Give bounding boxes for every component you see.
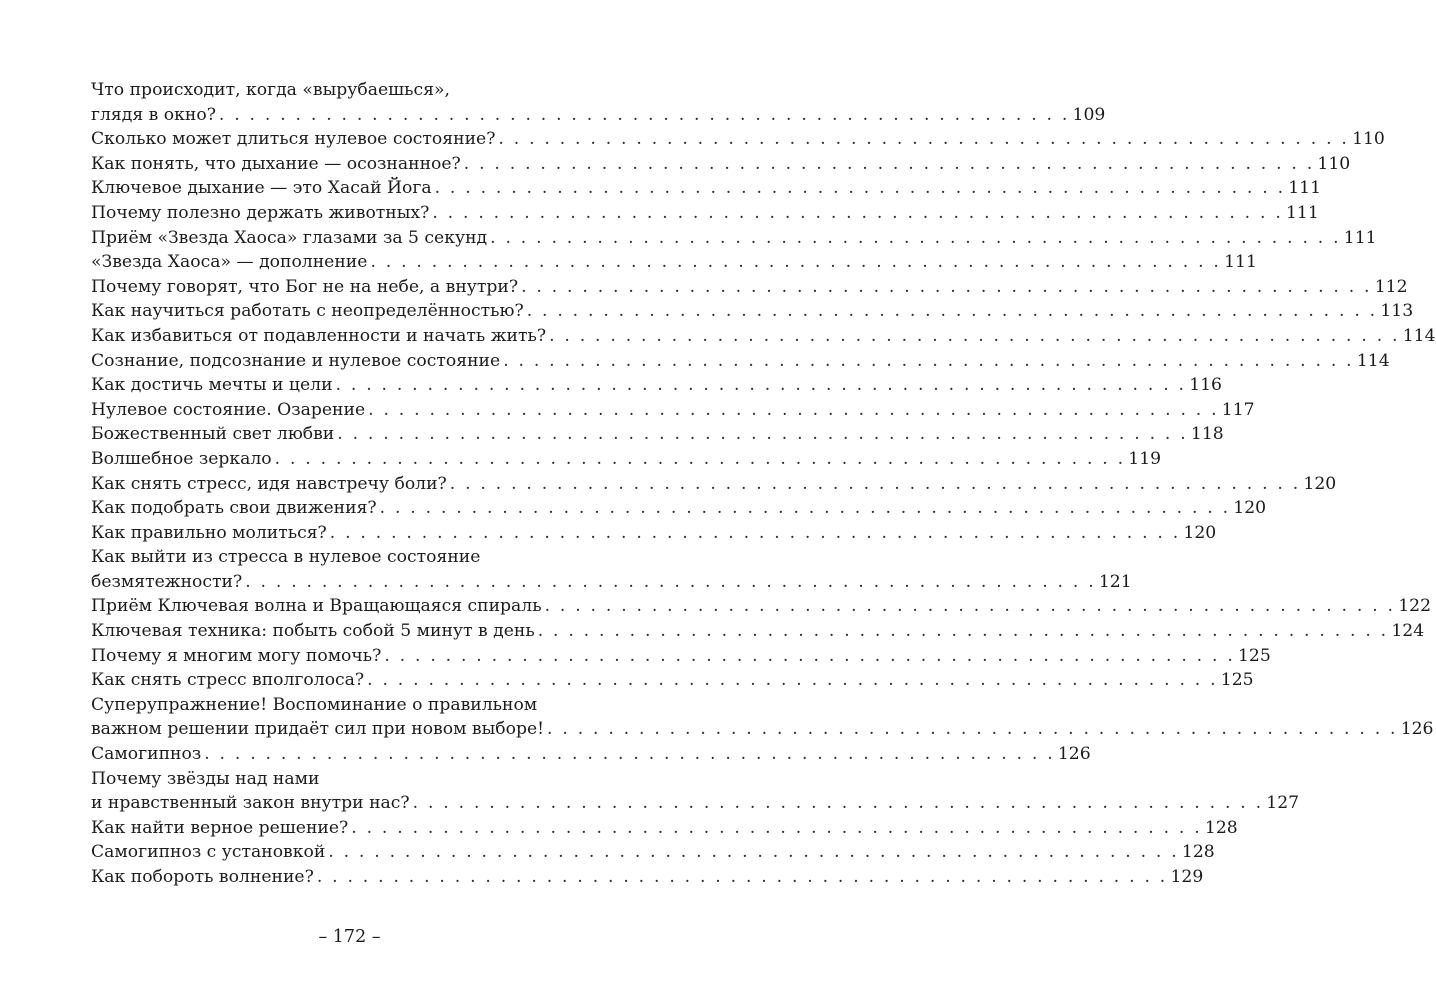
toc-entry — [91, 619, 1425, 644]
dot-leader: . . . . . . . . . . . . . . . . . . . . . . . . . . . . . . . . . . . . . . . . . . . . . . . . . . . . . . . . — [490, 227, 1341, 248]
dot-leader: . . . . . . . . . . . . . . . . . . . . . . . . . . . . . . . . . . . . . . . . . . . . . . . . . . . . . . . . — [498, 129, 1350, 150]
toc-entry-line — [91, 594, 1432, 619]
toc-entry — [91, 324, 1436, 349]
toc-entry — [91, 668, 1254, 693]
toc-entry-line — [91, 644, 1271, 669]
toc-entry-title: Нулевое состояние. Озарение — [91, 399, 366, 420]
toc-entry-title: Почему говорят, что Бог не на небе, а внутри? — [91, 276, 519, 297]
toc-entry — [91, 176, 1322, 201]
toc-entry-line — [91, 742, 1091, 767]
toc-page-number: 125 — [1220, 670, 1254, 691]
toc-entry-title: Как снять стресс, идя навстречу боли? — [91, 473, 447, 494]
toc-page-number: 126 — [1057, 744, 1091, 765]
toc-entry-line — [91, 422, 1224, 447]
toc-page-number: 120 — [1233, 498, 1267, 519]
page-number: – 172 – — [318, 927, 381, 947]
toc-entry-title: Самогипноз с установкой — [91, 842, 326, 863]
dot-leader: . . . . . . . . . . . . . . . . . . . . . . . . . . . . . . . . . . . . . . . . . . . . . . . . . . . . . . . . — [328, 842, 1179, 863]
toc-entry-line — [91, 545, 600, 570]
toc-entry-title: «Звезда Хаоса» — дополнение — [91, 252, 368, 273]
dot-leader: . . . . . . . . . . . . . . . . . . . . . . . . . . . . . . . . . . . . . . . . . . . . . . . . . . . . . . . . — [537, 621, 1389, 642]
toc-entry — [91, 275, 1408, 300]
toc-page-number: 127 — [1266, 793, 1300, 814]
toc-entry-title: Почему звёзды над нами — [91, 768, 320, 789]
toc-entry-title: Как научиться работать с неопределённостью? — [91, 301, 524, 322]
toc-entry-line — [91, 472, 1337, 497]
toc-entry-line — [91, 299, 1414, 324]
toc-page-number: 126 — [1400, 719, 1434, 740]
dot-leader: . . . . . . . . . . . . . . . . . . . . . . . . . . . . . . . . . . . . . . . . . . . . . . . . . . . . . . . . — [316, 867, 1168, 887]
dot-leader: . . . . . . . . . . . . . . . . . . . . . . . . . . . . . . . . . . . . . . . . . . . . . . . . . . . . . . . . — [503, 350, 1354, 371]
toc-entry-title: Ключевое дыхание — это Хасай Йога — [91, 178, 432, 199]
toc-entry-line — [91, 226, 1377, 251]
toc-entry — [91, 398, 1255, 423]
toc-entry-title: Как правильно молиться? — [91, 522, 327, 543]
toc-entry-line — [91, 816, 1238, 841]
toc-entry-line — [91, 717, 1434, 742]
toc-entry-line — [91, 840, 1215, 865]
toc-page-number: 114 — [1402, 325, 1436, 346]
toc-entry — [91, 201, 1319, 226]
toc-page-number: 111 — [1288, 178, 1322, 199]
toc-page-number: 110 — [1317, 153, 1351, 174]
toc-entry-title: Сколько может длиться нулевое состояние? — [91, 129, 496, 150]
toc-entry — [91, 152, 1351, 177]
toc-entry-title: важном решении придаёт сил при новом выборе! — [91, 719, 545, 740]
dot-leader: . . . . . . . . . . . . . . . . . . . . . . . . . . . . . . . . . . . . . . . . . . . . . . . . . . . . . . . . — [379, 498, 1231, 519]
toc-page-number: 128 — [1181, 842, 1215, 863]
toc-page-number: 113 — [1380, 301, 1414, 322]
toc-page-number: 129 — [1170, 867, 1204, 887]
toc-entry-line — [91, 865, 1204, 890]
toc-entry — [91, 472, 1337, 497]
toc-page-number: 120 — [1303, 473, 1337, 494]
toc-entry-title: Волшебное зеркало — [91, 448, 272, 469]
dot-leader: . . . . . . . . . . . . . . . . . . . . . . . . . . . . . . . . . . . . . . . . . . . . . . . . . . . . . . . . — [274, 448, 1126, 469]
toc-page-number: 111 — [1285, 202, 1319, 223]
toc-page-number: 117 — [1221, 399, 1255, 420]
toc-entry-line — [91, 521, 1217, 546]
toc-page-number: 114 — [1356, 350, 1390, 371]
toc-entry-title: безмятежности? — [91, 571, 243, 592]
dot-leader: . . . . . . . . . . . . . . . . . . . . . . . . . . . . . . . . . . . . . . . . . . . . . . . . . . . . . . . . — [544, 596, 1396, 617]
toc-entry-line — [91, 201, 1319, 226]
dot-leader: . . . . . . . . . . . . . . . . . . . . . . . . . . . . . . . . . . . . . . . . . . . . . . . . . . . . . . . . — [368, 399, 1219, 420]
dot-leader: . . . . . . . . . . . . . . . . . . . . . . . . . . . . . . . . . . . . . . . . . . . . . . . . . . . . . . . . — [218, 104, 1070, 125]
toc-page-number: 125 — [1237, 645, 1271, 666]
toc-page-number: 120 — [1183, 522, 1217, 543]
toc-page-number: 119 — [1128, 448, 1162, 469]
toc-entry-line — [91, 398, 1255, 423]
toc-entry-title: глядя в окно? — [91, 104, 216, 125]
toc-entry-line — [91, 668, 1254, 693]
toc-entry-title: Что происходит, когда «вырубаешься», — [91, 80, 450, 100]
dot-leader: . . . . . . . . . . . . . . . . . . . . . . . . . . . . . . . . . . . . . . . . . . . . . . . . . . . . . . . . — [384, 645, 1235, 666]
toc-page-number: 116 — [1189, 375, 1222, 396]
toc-entry-line — [91, 619, 1425, 644]
dot-leader: . . . . . . . . . . . . . . . . . . . . . . . . . . . . . . . . . . . . . . . . . . . . . . . . . . . . . . . . — [521, 276, 1372, 297]
toc-entry — [91, 349, 1390, 374]
dot-leader: . . . . . . . . . . . . . . . . . . . . . . . . . . . . . . . . . . . . . . . . . . . . . . . . . . . . . . . . — [549, 325, 1400, 346]
toc-entry — [91, 78, 1106, 127]
dot-leader: . . . . . . . . . . . . . . . . . . . . . . . . . . . . . . . . . . . . . . . . . . . . . . . . . . . . . . . . — [351, 817, 1202, 838]
toc-entry-line — [91, 152, 1351, 177]
dot-leader: . . . . . . . . . . . . . . . . . . . . . . . . . . . . . . . . . . . . . . . . . . . . . . . . . . . . . . . . — [245, 571, 1096, 592]
toc-entry — [91, 545, 1132, 594]
toc-entry-line — [91, 127, 1385, 152]
toc-entry-title: Как снять стресс вполголоса? — [91, 670, 365, 691]
dot-leader: . . . . . . . . . . . . . . . . . . . . . . . . . . . . . . . . . . . . . . . . . . . . . . . . . . . . . . . . — [367, 670, 1218, 691]
dot-leader: . . . . . . . . . . . . . . . . . . . . . . . . . . . . . . . . . . . . . . . . . . . . . . . . . . . . . . . . — [337, 424, 1188, 445]
dot-leader: . . . . . . . . . . . . . . . . . . . . . . . . . . . . . . . . . . . . . . . . . . . . . . . . . . . . . . . . — [434, 178, 1286, 199]
toc-entry-title: Как подобрать свои движения? — [91, 498, 377, 519]
toc-entry-title: Ключевая техника: побыть собой 5 минут в день — [91, 621, 535, 642]
toc-entry-title: Сознание, подсознание и нулевое состояние — [91, 350, 501, 371]
toc-entry — [91, 422, 1224, 447]
toc-entry — [91, 742, 1091, 767]
dot-leader: . . . . . . . . . . . . . . . . . . . . . . . . . . . . . . . . . . . . . . . . . . . . . . . . . . . . . . . . — [204, 744, 1055, 765]
toc-entry-line — [91, 496, 1267, 521]
toc-page-number: 128 — [1204, 817, 1238, 838]
toc-entry-title: Как найти верное решение? — [91, 817, 349, 838]
toc-entry-title: Как достичь мечты и цели — [91, 375, 333, 396]
toc-entry-line — [91, 693, 600, 718]
toc-entry-title: и нравственный закон внутри нас? — [91, 793, 410, 814]
toc-entry — [91, 644, 1271, 669]
toc-entry-title: Как побороть волнение? — [91, 867, 314, 887]
toc-entry-line — [91, 570, 1132, 595]
toc-entry-line — [91, 103, 1106, 128]
toc-entry — [91, 693, 1434, 742]
toc-page-number: 121 — [1098, 571, 1132, 592]
dot-leader: . . . . . . . . . . . . . . . . . . . . . . . . . . . . . . . . . . . . . . . . . . . . . . . . . . . . . . . . — [412, 793, 1264, 814]
table-of-contents — [91, 78, 1436, 890]
toc-page-number: 122 — [1398, 596, 1432, 617]
toc-entry-line — [91, 373, 1222, 398]
toc-page-number: 118 — [1190, 424, 1224, 445]
dot-leader: . . . . . . . . . . . . . . . . . . . . . . . . . . . . . . . . . . . . . . . . . . . . . . . . . . . . . . . . — [463, 153, 1315, 174]
dot-leader: . . . . . . . . . . . . . . . . . . . . . . . . . . . . . . . . . . . . . . . . . . . . . . . . . . . . . . . . — [432, 202, 1283, 223]
toc-entry — [91, 816, 1238, 841]
dot-leader: . . . . . . . . . . . . . . . . . . . . . . . . . . . . . . . . . . . . . . . . . . . . . . . . . . . . . . . . — [335, 375, 1187, 396]
toc-entry — [91, 226, 1377, 251]
dot-leader: . . . . . . . . . . . . . . . . . . . . . . . . . . . . . . . . . . . . . . . . . . . . . . . . . . . . . . . . — [329, 522, 1181, 543]
toc-entry-line — [91, 767, 600, 792]
toc-page-number: 124 — [1391, 621, 1425, 642]
toc-entry — [91, 840, 1215, 865]
toc-entry-title: Суперупражнение! Воспоминание о правильном — [91, 694, 538, 715]
toc-page-number: 112 — [1374, 276, 1408, 297]
toc-entry-line — [91, 324, 1436, 349]
toc-entry-title: Почему полезно держать животных? — [91, 202, 430, 223]
toc-entry — [91, 250, 1257, 275]
toc-page-number: 110 — [1352, 129, 1385, 150]
dot-leader: . . . . . . . . . . . . . . . . . . . . . . . . . . . . . . . . . . . . . . . . . . . . . . . . . . . . . . . . — [526, 301, 1378, 322]
toc-entry-title: Как избавиться от подавленности и начать жить? — [91, 325, 547, 346]
toc-entry-title: Почему я многим могу помочь? — [91, 645, 382, 666]
toc-entry — [91, 373, 1222, 398]
toc-page-number: 109 — [1072, 104, 1106, 125]
toc-entry — [91, 127, 1385, 152]
toc-entry — [91, 299, 1414, 324]
toc-page-number: 111 — [1343, 227, 1377, 248]
toc-entry-line — [91, 250, 1257, 275]
toc-entry-title: Приём Ключевая волна и Вращающаяся спираль — [91, 596, 542, 617]
toc-entry — [91, 496, 1267, 521]
toc-page-number: 111 — [1224, 252, 1257, 273]
dot-leader: . . . . . . . . . . . . . . . . . . . . . . . . . . . . . . . . . . . . . . . . . . . . . . . . . . . . . . . . — [370, 252, 1222, 273]
toc-entry-line — [91, 791, 1300, 816]
dot-leader: . . . . . . . . . . . . . . . . . . . . . . . . . . . . . . . . . . . . . . . . . . . . . . . . . . . . . . . . — [547, 719, 1398, 740]
toc-entry-title: Самогипноз — [91, 744, 202, 765]
toc-entry-title: Как понять, что дыхание — осознанное? — [91, 153, 461, 174]
toc-entry-line — [91, 275, 1408, 300]
toc-entry-line — [91, 176, 1322, 201]
toc-entry — [91, 447, 1162, 472]
toc-entry-line — [91, 78, 600, 103]
toc-entry-title: Приём «Звезда Хаоса» глазами за 5 секунд — [91, 227, 488, 248]
toc-entry-line — [91, 349, 1390, 374]
toc-entry-title: Божественный свет любви — [91, 424, 335, 445]
toc-entry — [91, 594, 1432, 619]
toc-entry — [91, 767, 1300, 816]
dot-leader: . . . . . . . . . . . . . . . . . . . . . . . . . . . . . . . . . . . . . . . . . . . . . . . . . . . . . . . . — [449, 473, 1301, 494]
toc-entry — [91, 865, 1204, 890]
toc-entry-title: Как выйти из стресса в нулевое состояние — [91, 547, 481, 568]
toc-entry-line — [91, 447, 1162, 472]
toc-entry — [91, 521, 1217, 546]
